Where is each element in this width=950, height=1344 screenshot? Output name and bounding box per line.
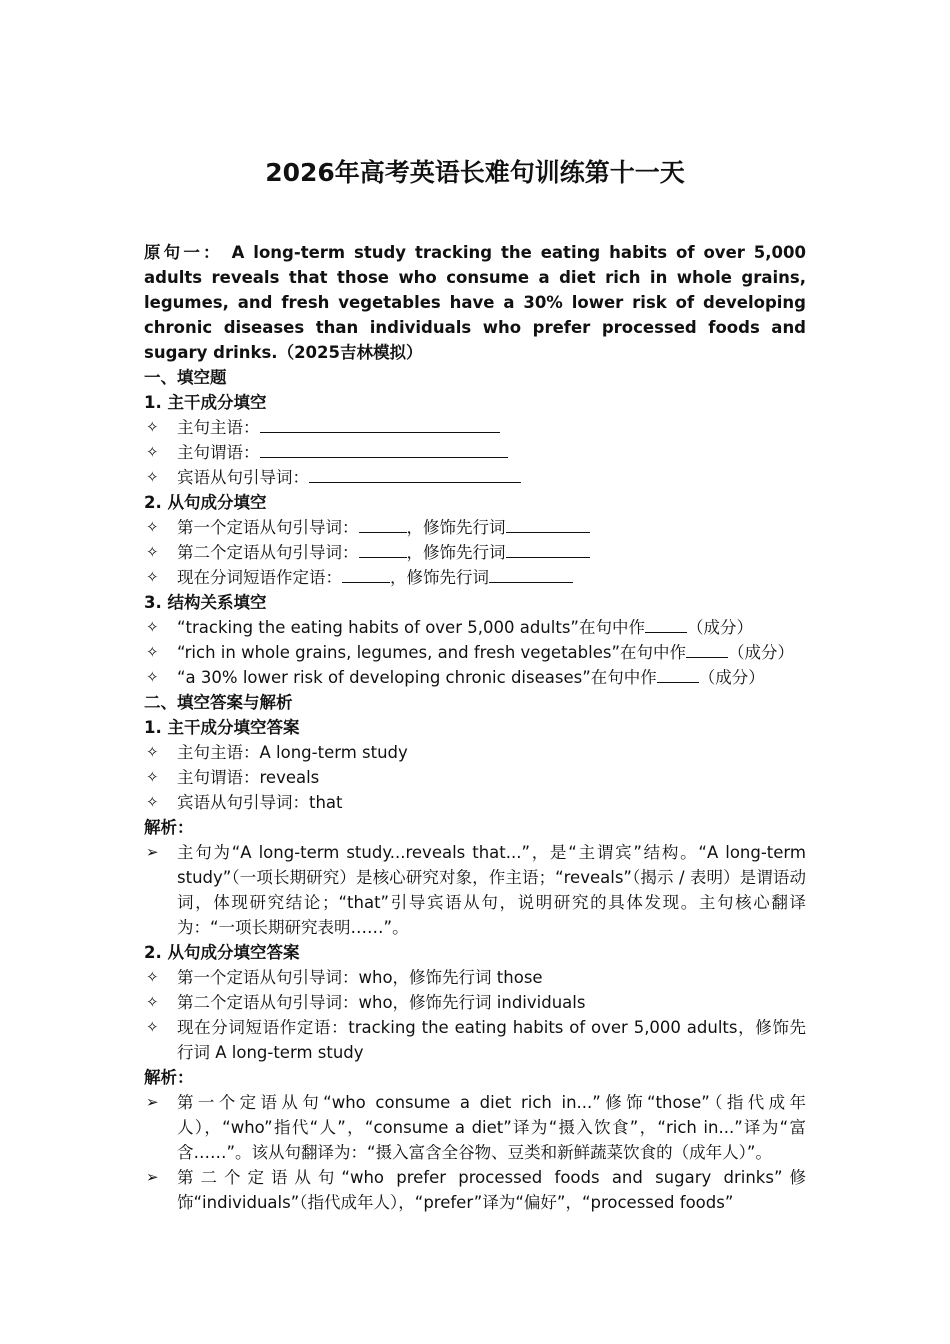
answer-part-2-title: 2. 从句成分填空答案 bbox=[144, 943, 300, 962]
answer-text: 主句主语：A long-term study bbox=[177, 743, 408, 762]
diamond-bullet-icon: ✧ bbox=[146, 418, 159, 436]
list-item bbox=[144, 740, 806, 765]
analysis-text: 主句为“A long-term study...reveals that...”，是“主谓宾”结构。“A long-term study”（一项长期研究）是核心研究对象，作主语；“reveals”（揭示 / 表明）是谓语动词，体现研究结论；“that”引导宾语从句，说明研究的具体发现。主句核心翻译为：“一项长期研究表明……”。 bbox=[177, 843, 806, 937]
list-item bbox=[144, 990, 806, 1015]
answer-blank bbox=[309, 465, 521, 483]
list-item bbox=[144, 565, 806, 590]
diamond-bullet-icon: ✧ bbox=[146, 518, 159, 536]
answer-part-1-title: 1. 主干成分填空答案 bbox=[144, 718, 300, 737]
diamond-bullet-icon: ✧ bbox=[146, 793, 159, 811]
diamond-bullet-icon: ✧ bbox=[146, 568, 159, 586]
analysis-item bbox=[144, 1165, 806, 1215]
item-label: （成分） bbox=[728, 643, 795, 662]
diamond-bullet-icon: ✧ bbox=[146, 1018, 159, 1036]
list-item bbox=[144, 790, 806, 815]
answer-blank bbox=[260, 415, 500, 433]
diamond-bullet-icon: ✧ bbox=[146, 968, 159, 986]
answer-blank bbox=[506, 515, 590, 533]
part-2-title: 2. 从句成分填空 bbox=[144, 493, 267, 512]
diamond-bullet-icon: ✧ bbox=[146, 993, 159, 1011]
part-1-title: 1. 主干成分填空 bbox=[144, 393, 267, 412]
answer-blank bbox=[359, 540, 407, 558]
part-3-title: 3. 结构关系填空 bbox=[144, 593, 267, 612]
answer-blank bbox=[260, 440, 508, 458]
diamond-bullet-icon: ✧ bbox=[146, 668, 159, 686]
analysis-label: 解析： bbox=[144, 818, 194, 837]
list-item bbox=[144, 665, 806, 690]
page-title: 2026年高考英语长难句训练第十一天 bbox=[265, 158, 685, 187]
diamond-bullet-icon: ✧ bbox=[146, 768, 159, 786]
item-label: （成分） bbox=[698, 668, 765, 687]
answer-blank bbox=[489, 565, 573, 583]
item-label: 主句主语： bbox=[177, 418, 260, 437]
item-label: “tracking the eating habits of over 5,000 adults”在句中作 bbox=[177, 618, 645, 637]
item-label: ，修饰先行词 bbox=[406, 543, 506, 562]
sentence-text: A long-term study tracking the eating habits of over 5,000 adults reveals that those who consume a diet rich in whole grains, legumes, and fresh vegetables have a 30% lower risk of developing chronic diseases than individuals who prefer processed foods and sugary drinks.（2025吉林模拟） bbox=[144, 243, 806, 362]
item-label: 第一个定语从句引导词： bbox=[177, 518, 359, 537]
answer-text: 宾语从句引导词：that bbox=[177, 793, 343, 812]
arrow-bullet-icon: ➢ bbox=[146, 1093, 159, 1111]
list-item bbox=[144, 440, 806, 465]
answer-text: 第二个定语从句引导词：who，修饰先行词 individuals bbox=[177, 993, 586, 1012]
list-item bbox=[144, 965, 806, 990]
list-item bbox=[144, 515, 806, 540]
list-item bbox=[144, 1015, 806, 1065]
diamond-bullet-icon: ✧ bbox=[146, 743, 159, 761]
list-item bbox=[144, 640, 806, 665]
answer-blank bbox=[506, 540, 590, 558]
answer-text: 现在分词短语作定语：tracking the eating habits of over 5,000 adults，修饰先行词 A long-term study bbox=[177, 1018, 806, 1062]
diamond-bullet-icon: ✧ bbox=[146, 618, 159, 636]
item-label: 宾语从句引导词： bbox=[177, 468, 309, 487]
analysis-text: 第二个定语从句“who prefer processed foods and sugary drinks”修饰“individuals”（指代成年人），“prefer”译为“偏好”，“processed foods” bbox=[177, 1168, 806, 1212]
list-item bbox=[144, 615, 806, 640]
answer-text: 主句谓语：reveals bbox=[177, 768, 320, 787]
item-label: 现在分词短语作定语： bbox=[177, 568, 342, 587]
diamond-bullet-icon: ✧ bbox=[146, 468, 159, 486]
arrow-bullet-icon: ➢ bbox=[146, 1168, 159, 1186]
item-label: 主句谓语： bbox=[177, 443, 260, 462]
item-label: ，修饰先行词 bbox=[390, 568, 489, 587]
analysis-item bbox=[144, 840, 806, 940]
item-label: 第二个定语从句引导词： bbox=[177, 543, 359, 562]
diamond-bullet-icon: ✧ bbox=[146, 443, 159, 461]
section-2-title: 二、填空答案与解析 bbox=[144, 693, 293, 712]
analysis-text: 第一个定语从句“who consume a diet rich in...”修饰“those”（指代成年人），“who”指代“人”，“consume a diet”译为“摄入饮食”，“rich in...”译为“富含……”。该从句翻译为：“摄入富含全谷物、豆类和新鲜蔬菜饮食的（成年人）”。 bbox=[177, 1093, 806, 1162]
list-item bbox=[144, 540, 806, 565]
item-label: “a 30% lower risk of developing chronic diseases”在句中作 bbox=[177, 668, 657, 687]
diamond-bullet-icon: ✧ bbox=[146, 643, 159, 661]
item-label: “rich in whole grains, legumes, and fresh vegetables”在句中作 bbox=[177, 643, 687, 662]
answer-text: 第一个定语从句引导词：who，修饰先行词 those bbox=[177, 968, 543, 987]
answer-blank bbox=[645, 615, 687, 633]
answer-blank bbox=[342, 565, 390, 583]
arrow-bullet-icon: ➢ bbox=[146, 843, 159, 861]
item-label: ，修饰先行词 bbox=[406, 518, 506, 537]
diamond-bullet-icon: ✧ bbox=[146, 543, 159, 561]
analysis-item bbox=[144, 1090, 806, 1165]
answer-blank bbox=[359, 515, 407, 533]
item-label: （成分） bbox=[686, 618, 753, 637]
list-item bbox=[144, 415, 806, 440]
answer-blank bbox=[657, 665, 699, 683]
analysis-label: 解析： bbox=[144, 1068, 194, 1087]
section-1-title: 一、填空题 bbox=[144, 368, 227, 387]
original-sentence bbox=[144, 240, 806, 365]
answer-blank bbox=[686, 640, 728, 658]
list-item bbox=[144, 765, 806, 790]
list-item bbox=[144, 465, 806, 490]
document-body bbox=[144, 240, 806, 1215]
sentence-label: 原句一： bbox=[144, 243, 223, 262]
